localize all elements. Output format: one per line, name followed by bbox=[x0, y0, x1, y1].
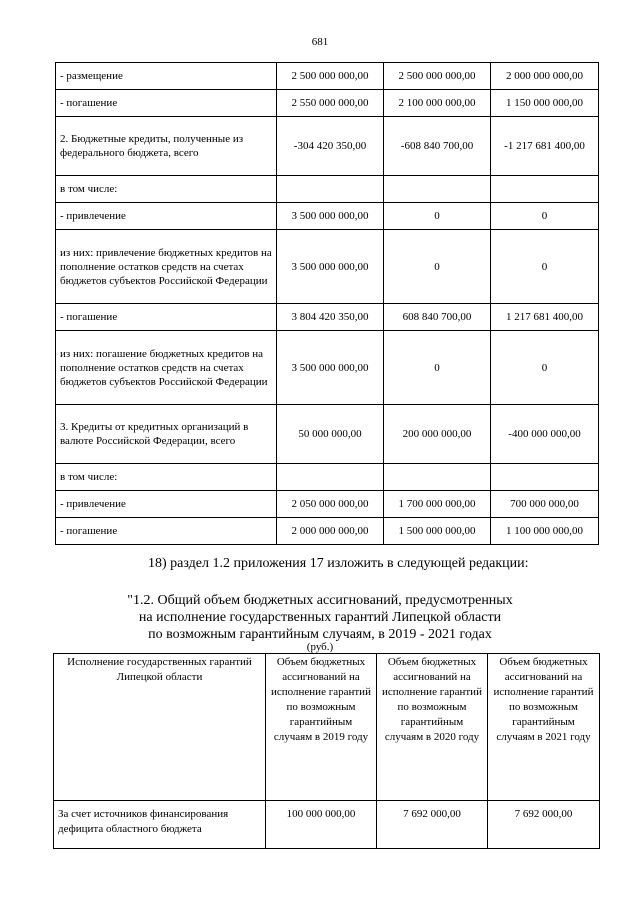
row-label: - привлечение bbox=[56, 491, 277, 518]
table-row bbox=[56, 331, 599, 405]
value-2021: 7 692 000,00 bbox=[488, 801, 600, 849]
column-header: Объем бюджетных ассигнований на исполнение гарантий по возможным гарантийным случаям в 2020 году bbox=[377, 654, 488, 801]
value-2021: 700 000 000,00 bbox=[491, 491, 599, 518]
row-label: - размещение bbox=[56, 63, 277, 90]
row-label: из них: привлечение бюджетных кредитов на пополнение остатков средств на счетах бюджетов субъектов Российской Федерации bbox=[56, 230, 277, 304]
value-2020: 1 500 000 000,00 bbox=[384, 518, 491, 545]
table-header-row bbox=[54, 654, 600, 801]
section-title-line: на исполнение государственных гарантий Липецкой области bbox=[138, 610, 502, 625]
row-label: 2. Бюджетные кредиты, полученные из федерального бюджета, всего bbox=[56, 117, 277, 176]
table-row bbox=[56, 405, 599, 464]
value-2020: -608 840 700,00 bbox=[384, 117, 491, 176]
value-2019: 2 550 000 000,00 bbox=[277, 90, 384, 117]
value-2021: 1 100 000 000,00 bbox=[491, 518, 599, 545]
value-2020: 0 bbox=[384, 203, 491, 230]
value-2019: 3 500 000 000,00 bbox=[277, 331, 384, 405]
table-row bbox=[56, 90, 599, 117]
row-label: 3. Кредиты от кредитных организаций в валюте Российской Федерации, всего bbox=[56, 405, 277, 464]
value-2019 bbox=[277, 176, 384, 203]
value-2021: 1 217 681 400,00 bbox=[491, 304, 599, 331]
table-row bbox=[56, 304, 599, 331]
value-2021: 0 bbox=[491, 331, 599, 405]
table-row bbox=[54, 801, 600, 849]
value-2020: 200 000 000,00 bbox=[384, 405, 491, 464]
column-header: Исполнение государственных гарантий Липецкой области bbox=[54, 654, 266, 801]
row-label: За счет источников финансирования дефицита областного бюджета bbox=[54, 801, 266, 849]
value-2021 bbox=[491, 176, 599, 203]
value-2019: 2 050 000 000,00 bbox=[277, 491, 384, 518]
value-2020: 608 840 700,00 bbox=[384, 304, 491, 331]
value-2021: -1 217 681 400,00 bbox=[491, 117, 599, 176]
row-label: из них: погашение бюджетных кредитов на пополнение остатков средств на счетах бюджетов субъектов Российской Федерации bbox=[56, 331, 277, 405]
page-number: 681 bbox=[311, 36, 329, 48]
value-2019: 3 804 420 350,00 bbox=[277, 304, 384, 331]
value-2021: 0 bbox=[491, 230, 599, 304]
value-2019 bbox=[277, 464, 384, 491]
row-label: - погашение bbox=[56, 304, 277, 331]
value-2020 bbox=[384, 176, 491, 203]
table-row bbox=[56, 464, 599, 491]
value-2020: 2 100 000 000,00 bbox=[384, 90, 491, 117]
value-2020: 2 500 000 000,00 bbox=[384, 63, 491, 90]
value-2020: 7 692 000,00 bbox=[377, 801, 488, 849]
value-2019: 100 000 000,00 bbox=[266, 801, 377, 849]
value-2020 bbox=[384, 464, 491, 491]
value-2019: 50 000 000,00 bbox=[277, 405, 384, 464]
value-2019: 3 500 000 000,00 bbox=[277, 230, 384, 304]
table-row bbox=[56, 176, 599, 203]
value-2019: 2 000 000 000,00 bbox=[277, 518, 384, 545]
value-2020: 0 bbox=[384, 230, 491, 304]
section-title-line: по возможным гарантийным случаям, в 2019 - 2021 годах bbox=[148, 627, 492, 642]
row-label: в том числе: bbox=[56, 176, 277, 203]
sources-financing-table bbox=[55, 62, 599, 545]
value-2019: 3 500 000 000,00 bbox=[277, 203, 384, 230]
unit-label: (руб.) bbox=[306, 641, 334, 653]
row-label: - погашение bbox=[56, 90, 277, 117]
amendment-paragraph: 18) раздел 1.2 приложения 17 изложить в следующей редакции: bbox=[148, 556, 529, 571]
value-2021: 2 000 000 000,00 bbox=[491, 63, 599, 90]
value-2021: 0 bbox=[491, 203, 599, 230]
row-label: - погашение bbox=[56, 518, 277, 545]
value-2019: 2 500 000 000,00 bbox=[277, 63, 384, 90]
table-row bbox=[56, 491, 599, 518]
row-label: в том числе: bbox=[56, 464, 277, 491]
table-row bbox=[56, 117, 599, 176]
value-2021: 1 150 000 000,00 bbox=[491, 90, 599, 117]
table-row bbox=[56, 203, 599, 230]
row-label: - привлечение bbox=[56, 203, 277, 230]
value-2021 bbox=[491, 464, 599, 491]
section-title bbox=[0, 592, 640, 643]
table-row bbox=[56, 63, 599, 90]
guarantees-table bbox=[53, 653, 600, 849]
column-header: Объем бюджетных ассигнований на исполнение гарантий по возможным гарантийным случаям в 2019 году bbox=[266, 654, 377, 801]
column-header: Объем бюджетных ассигнований на исполнение гарантий по возможным гарантийным случаям в 2021 году bbox=[488, 654, 600, 801]
table-row bbox=[56, 230, 599, 304]
value-2021: -400 000 000,00 bbox=[491, 405, 599, 464]
value-2020: 1 700 000 000,00 bbox=[384, 491, 491, 518]
value-2020: 0 bbox=[384, 331, 491, 405]
section-title-line: "1.2. Общий объем бюджетных ассигнований, предусмотренных bbox=[127, 593, 513, 608]
value-2019: -304 420 350,00 bbox=[277, 117, 384, 176]
table-row bbox=[56, 518, 599, 545]
